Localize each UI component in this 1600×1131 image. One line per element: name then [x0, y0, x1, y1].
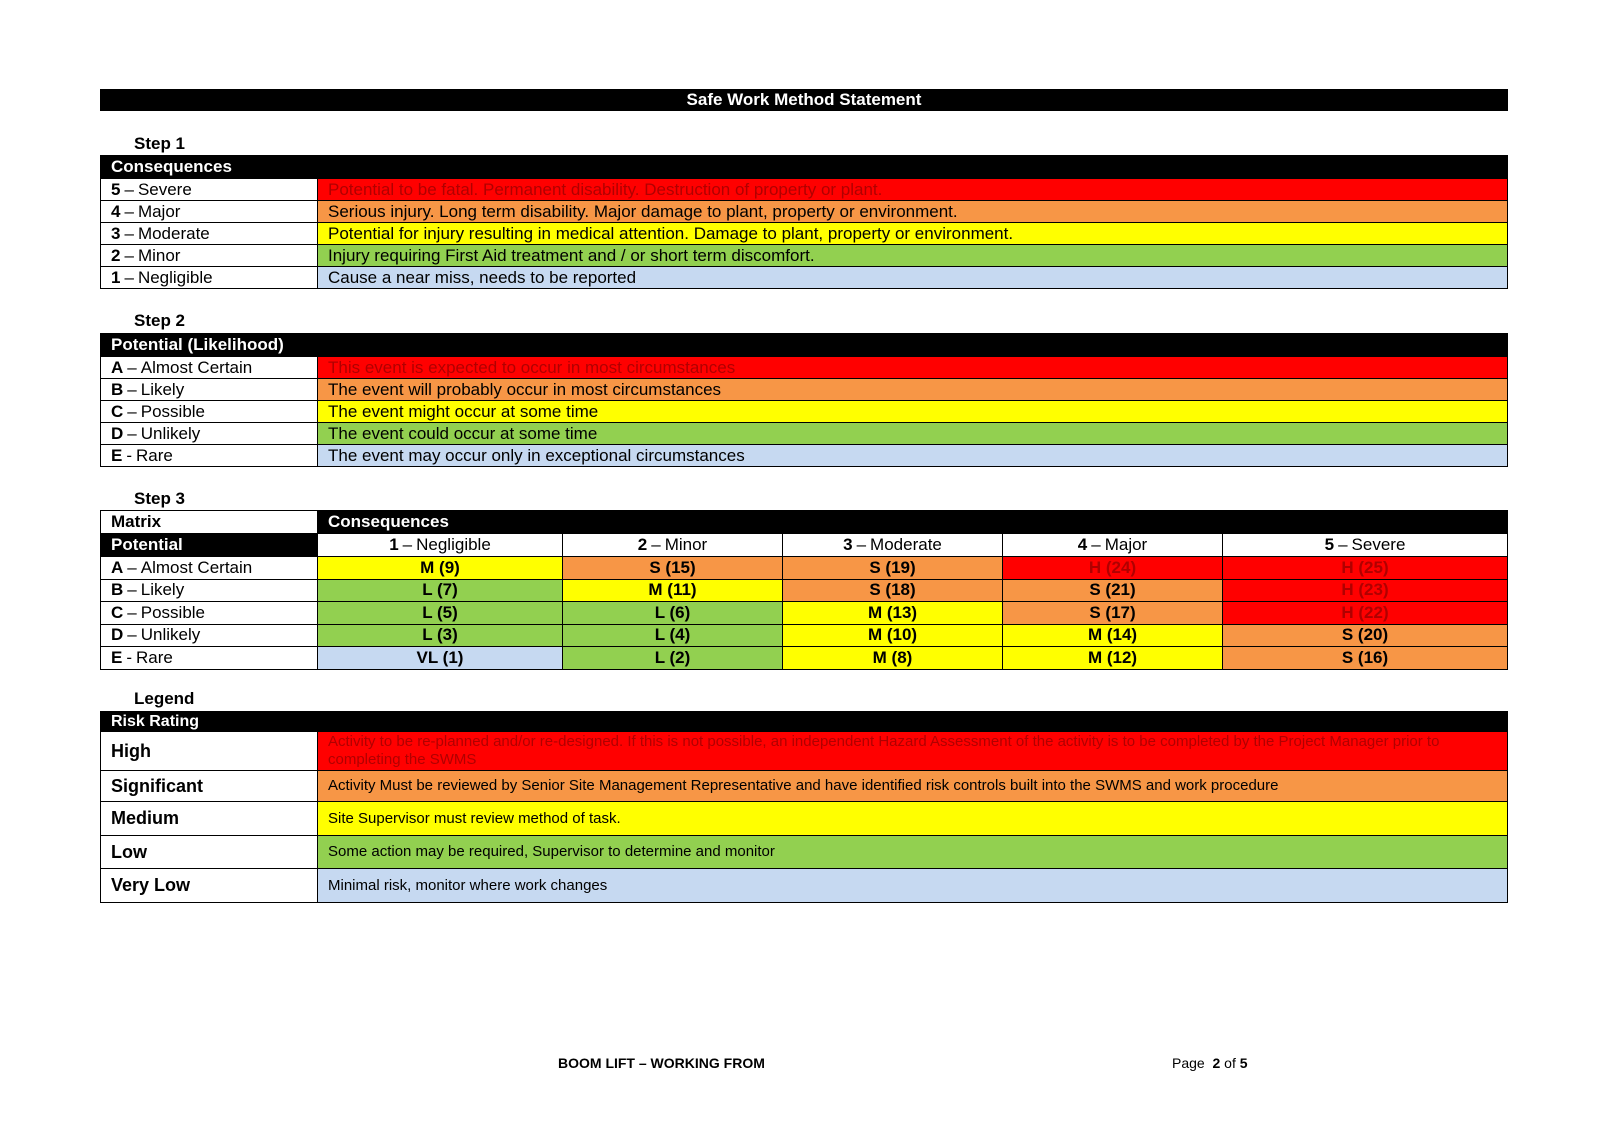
matrix-cell: S (19)	[783, 557, 1003, 579]
matrix-cell: M (12)	[1003, 647, 1223, 669]
consequence-row	[101, 178, 1507, 200]
page-total: 5	[1239, 1055, 1248, 1071]
matrix-cell: M (9)	[318, 557, 563, 579]
legend-row	[101, 770, 1507, 801]
matrix-cell: H (22)	[1223, 602, 1507, 624]
matrix-cell: L (5)	[318, 602, 563, 624]
matrix-column-header	[318, 534, 563, 556]
matrix-row-text: Possible	[140, 602, 206, 622]
likelihood-level-separator: –	[127, 423, 137, 443]
likelihood-level-text: Almost Certain	[140, 357, 253, 377]
matrix-cell: M (8)	[783, 647, 1003, 669]
matrix-column-key: 5	[1324, 535, 1335, 554]
matrix-row-key: A	[111, 557, 124, 577]
likelihood-level-separator: –	[127, 379, 137, 399]
page-prefix: Page	[1172, 1055, 1205, 1071]
likelihood-row	[101, 378, 1507, 400]
consequence-level-key: 5	[111, 179, 121, 199]
matrix-column-separator: –	[1091, 535, 1101, 554]
matrix-cell: S (21)	[1003, 580, 1223, 602]
matrix-cell: S (15)	[563, 557, 783, 579]
matrix-row-key: D	[111, 625, 124, 645]
matrix-column-key: 4	[1077, 535, 1088, 554]
likelihood-level-key: A	[111, 357, 124, 377]
step3-label: Step 3	[134, 489, 186, 508]
legend-rating: High	[101, 732, 318, 770]
likelihood-row	[101, 422, 1507, 444]
consequences-table	[100, 155, 1508, 289]
likelihood-row	[101, 356, 1507, 378]
likelihood-table	[100, 333, 1508, 467]
matrix-column-key: 1	[389, 535, 399, 554]
matrix-row-separator: -	[126, 647, 133, 667]
matrix-cell: L (7)	[318, 580, 563, 602]
consequences-header: Consequences	[101, 156, 1507, 178]
footer-doc-title: BOOM LIFT – WORKING FROM	[558, 1055, 765, 1071]
matrix-label: Matrix	[101, 511, 318, 533]
risk-matrix	[100, 510, 1508, 670]
likelihood-level-separator: –	[127, 401, 137, 421]
consequence-row	[101, 222, 1507, 244]
consequence-level	[101, 223, 318, 244]
legend-description: Activity Must be reviewed by Senior Site Management Representative and have identified risk controls built into the SWMS and work procedure	[318, 771, 1507, 801]
matrix-column-key: 2	[637, 535, 648, 554]
likelihood-level	[101, 379, 318, 400]
matrix-cell: H (25)	[1223, 557, 1507, 579]
consequence-level-text: Moderate	[137, 223, 210, 243]
legend-description: Some action may be required, Supervisor to determine and monitor	[318, 836, 1507, 868]
matrix-row-separator: –	[127, 580, 137, 600]
legend-rating: Medium	[101, 802, 318, 835]
likelihood-level-key: E	[111, 445, 123, 465]
matrix-row	[101, 624, 1507, 647]
consequence-description: Potential for injury resulting in medical attention. Damage to plant, property or environment.	[318, 223, 1507, 244]
consequence-level	[101, 179, 318, 200]
likelihood-level-key: C	[111, 401, 124, 421]
matrix-cell: M (13)	[783, 602, 1003, 624]
likelihood-description: This event is expected to occur in most circumstances	[318, 357, 1507, 378]
matrix-column-header	[783, 534, 1003, 556]
matrix-cell: M (11)	[563, 580, 783, 602]
consequence-level	[101, 201, 318, 222]
legend-rating: Significant	[101, 771, 318, 801]
legend-label: Legend	[134, 689, 195, 708]
consequence-level-text: Negligible	[137, 267, 213, 287]
matrix-column-text: Major	[1104, 535, 1148, 554]
matrix-cell: L (3)	[318, 625, 563, 647]
legend-description: Minimal risk, monitor where work changes	[318, 869, 1507, 902]
likelihood-row	[101, 444, 1507, 466]
legend-row	[101, 835, 1507, 868]
matrix-potential-header: Potential	[101, 534, 318, 556]
matrix-row-separator: –	[127, 625, 137, 645]
matrix-column-text: Moderate	[870, 535, 942, 554]
matrix-row	[101, 579, 1507, 602]
matrix-cell: VL (1)	[318, 647, 563, 669]
consequence-level-separator: –	[124, 223, 134, 243]
matrix-cell: S (16)	[1223, 647, 1507, 669]
likelihood-description: The event will probably occur in most circumstances	[318, 379, 1507, 400]
document-title: Safe Work Method Statement	[100, 89, 1508, 111]
likelihood-row	[101, 400, 1507, 422]
matrix-cell: S (18)	[783, 580, 1003, 602]
matrix-cell: L (6)	[563, 602, 783, 624]
matrix-column-header	[1003, 534, 1223, 556]
matrix-row-text: Likely	[140, 580, 185, 600]
matrix-row-header	[101, 602, 318, 624]
consequence-level-text: Minor	[137, 245, 181, 265]
step2-label: Step 2	[134, 311, 186, 330]
matrix-column-separator: –	[856, 535, 867, 554]
consequence-description: Serious injury. Long term disability. Major damage to plant, property or environment.	[318, 201, 1507, 222]
likelihood-level	[101, 357, 318, 378]
matrix-row-separator: –	[127, 557, 137, 577]
consequence-level-separator: –	[124, 267, 134, 287]
matrix-row-header	[101, 625, 318, 647]
consequence-level-key: 1	[111, 267, 121, 287]
consequence-row	[101, 200, 1507, 222]
matrix-cell: L (4)	[563, 625, 783, 647]
likelihood-level-text: Rare	[136, 445, 173, 465]
consequence-level-separator: –	[124, 201, 134, 221]
consequence-level-text: Severe	[137, 179, 192, 199]
consequence-level	[101, 245, 318, 266]
matrix-cell: M (14)	[1003, 625, 1223, 647]
page-current: 2	[1212, 1055, 1221, 1071]
matrix-row-text: Rare	[136, 647, 173, 667]
consequence-description: Potential to be fatal. Permanent disability. Destruction of property or plant.	[318, 179, 1507, 200]
matrix-row-header	[101, 557, 318, 579]
page-of: of	[1224, 1055, 1236, 1071]
matrix-row-separator: –	[127, 602, 137, 622]
likelihood-level	[101, 423, 318, 444]
matrix-cell: L (2)	[563, 647, 783, 669]
matrix-row	[101, 556, 1507, 579]
matrix-column-separator: –	[651, 535, 661, 554]
risk-rating-legend	[100, 711, 1508, 903]
likelihood-level-separator: -	[126, 445, 133, 465]
consequence-description: Cause a near miss, needs to be reported	[318, 267, 1507, 288]
likelihood-level-key: D	[111, 423, 124, 443]
likelihood-description: The event could occur at some time	[318, 423, 1507, 444]
matrix-row	[101, 601, 1507, 624]
legend-description: Activity to be re-planned and/or re-designed. If this is not possible, an independent Hazard Assessment of the activity is to be completed by the Project Manager prior to completing the SWMS	[318, 732, 1507, 770]
consequence-level	[101, 267, 318, 288]
likelihood-level-text: Unlikely	[140, 423, 201, 443]
legend-rating: Very Low	[101, 869, 318, 902]
consequence-description: Injury requiring First Aid treatment and / or short term discomfort.	[318, 245, 1507, 266]
matrix-column-text: Severe	[1351, 535, 1406, 554]
legend-row	[101, 731, 1507, 770]
matrix-row-text: Unlikely	[140, 625, 201, 645]
legend-row	[101, 801, 1507, 835]
matrix-column-text: Negligible	[416, 535, 491, 554]
matrix-column-text: Minor	[664, 535, 708, 554]
footer-page-number	[1172, 1055, 1248, 1071]
likelihood-level-text: Likely	[140, 379, 185, 399]
consequence-row	[101, 244, 1507, 266]
matrix-cell: S (20)	[1223, 625, 1507, 647]
legend-rating: Low	[101, 836, 318, 868]
matrix-row-key: E	[111, 647, 123, 667]
legend-description: Site Supervisor must review method of task.	[318, 802, 1507, 835]
likelihood-level-text: Possible	[140, 401, 206, 421]
consequence-level-separator: –	[124, 179, 134, 199]
matrix-column-separator: –	[402, 535, 413, 554]
matrix-row-header	[101, 647, 318, 669]
risk-rating-header: Risk Rating	[101, 712, 1507, 731]
matrix-row	[101, 646, 1507, 669]
matrix-cell: M (10)	[783, 625, 1003, 647]
legend-row	[101, 868, 1507, 902]
consequence-row	[101, 266, 1507, 288]
matrix-column-separator: –	[1338, 535, 1348, 554]
matrix-row-text: Almost Certain	[140, 557, 253, 577]
likelihood-level-separator: –	[127, 357, 137, 377]
consequence-level-key: 4	[111, 201, 121, 221]
matrix-row-key: B	[111, 580, 124, 600]
consequence-level-separator: –	[124, 245, 134, 265]
likelihood-level-key: B	[111, 379, 124, 399]
likelihood-description: The event may occur only in exceptional circumstances	[318, 445, 1507, 466]
likelihood-description: The event might occur at some time	[318, 401, 1507, 422]
matrix-cell: H (24)	[1003, 557, 1223, 579]
consequence-level-key: 2	[111, 245, 121, 265]
consequence-level-text: Major	[137, 201, 181, 221]
consequence-level-key: 3	[111, 223, 121, 243]
matrix-column-header	[563, 534, 783, 556]
likelihood-level	[101, 445, 318, 466]
likelihood-header: Potential (Likelihood)	[101, 334, 1507, 356]
matrix-cell: H (23)	[1223, 580, 1507, 602]
step1-label: Step 1	[134, 134, 186, 153]
matrix-column-key: 3	[843, 535, 853, 554]
matrix-cell: S (17)	[1003, 602, 1223, 624]
matrix-consequences-header: Consequences	[318, 511, 1507, 533]
matrix-column-header	[1223, 534, 1507, 556]
matrix-row-header	[101, 580, 318, 602]
matrix-row-key: C	[111, 602, 124, 622]
likelihood-level	[101, 401, 318, 422]
